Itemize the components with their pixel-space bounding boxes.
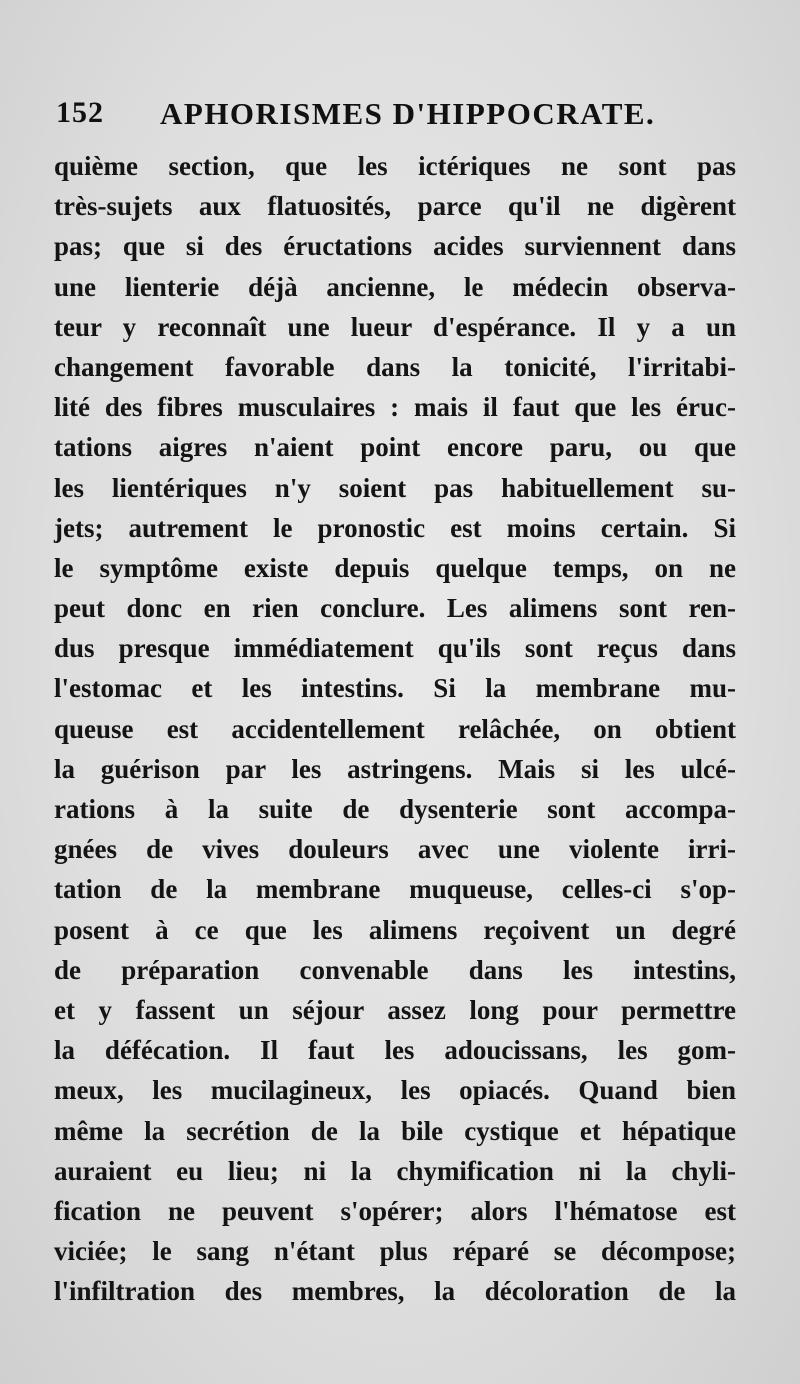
text-line: dus presque immédiatement qu'ils sont reçus dans bbox=[54, 633, 736, 664]
text-line: changement favorable dans la tonicité, l'irritabi- bbox=[54, 351, 736, 382]
text-line: la guérison par les astringens. Mais si les ulcé- bbox=[54, 753, 736, 784]
text-line: viciée; le sang n'étant plus réparé se décompose; bbox=[54, 1236, 736, 1267]
text-line: et y fassent un séjour assez long pour permettre bbox=[54, 994, 736, 1025]
text-line: même la secrétion de la bile cystique et hépatique bbox=[54, 1115, 736, 1146]
text-line: pas; que si des éructations acides surviennent dans bbox=[54, 231, 736, 262]
text-line: très-sujets aux flatuosités, parce qu'il ne digèrent bbox=[54, 191, 736, 222]
text-line: fication ne peuvent s'opérer; alors l'hématose est bbox=[54, 1195, 736, 1226]
text-line: jets; autrement le pronostic est moins certain. Si bbox=[54, 512, 736, 543]
text-line: la défécation. Il faut les adoucissans, les gom- bbox=[54, 1035, 736, 1066]
text-line: meux, les mucilagineux, les opiacés. Quand bien bbox=[54, 1075, 736, 1106]
text-line: tation de la membrane muqueuse, celles-ci s'op- bbox=[54, 874, 736, 905]
text-line: les lientériques n'y soient pas habituellement su- bbox=[54, 472, 736, 503]
text-line: tations aigres n'aient point encore paru, ou que bbox=[54, 432, 736, 463]
text-line: lité des fibres musculaires : mais il faut que les éruc- bbox=[54, 392, 736, 423]
page-header bbox=[56, 96, 746, 140]
text-line: une lienterie déjà ancienne, le médecin observa- bbox=[54, 271, 736, 302]
page-number: 152 bbox=[56, 96, 104, 129]
text-line: quième section, que les ictériques ne sont pas bbox=[54, 151, 736, 181]
body-text bbox=[54, 146, 736, 1311]
text-line: de préparation convenable dans les intestins, bbox=[54, 954, 736, 985]
text-line: le symptôme existe depuis quelque temps, on ne bbox=[54, 552, 736, 583]
text-line: auraient eu lieu; ni la chymification ni la chyli- bbox=[54, 1155, 736, 1186]
running-title: APHORISMES D'HIPPOCRATE. bbox=[160, 96, 656, 131]
text-line: rations à la suite de dysenterie sont accompa- bbox=[54, 794, 736, 824]
text-line: l'infiltration des membres, la décoloration de la bbox=[54, 1276, 736, 1307]
text-line: l'estomac et les intestins. Si la membrane mu- bbox=[54, 673, 736, 704]
text-line: queuse est accidentellement relâchée, on obtient bbox=[54, 713, 736, 744]
text-line: gnées de vives douleurs avec une violente irri- bbox=[54, 834, 736, 865]
text-line: peut donc en rien conclure. Les alimens sont ren- bbox=[54, 593, 736, 624]
text-line: posent à ce que les alimens reçoivent un degré bbox=[54, 914, 736, 945]
text-line: teur y reconnaît une lueur d'espérance. Il y a un bbox=[54, 311, 736, 342]
